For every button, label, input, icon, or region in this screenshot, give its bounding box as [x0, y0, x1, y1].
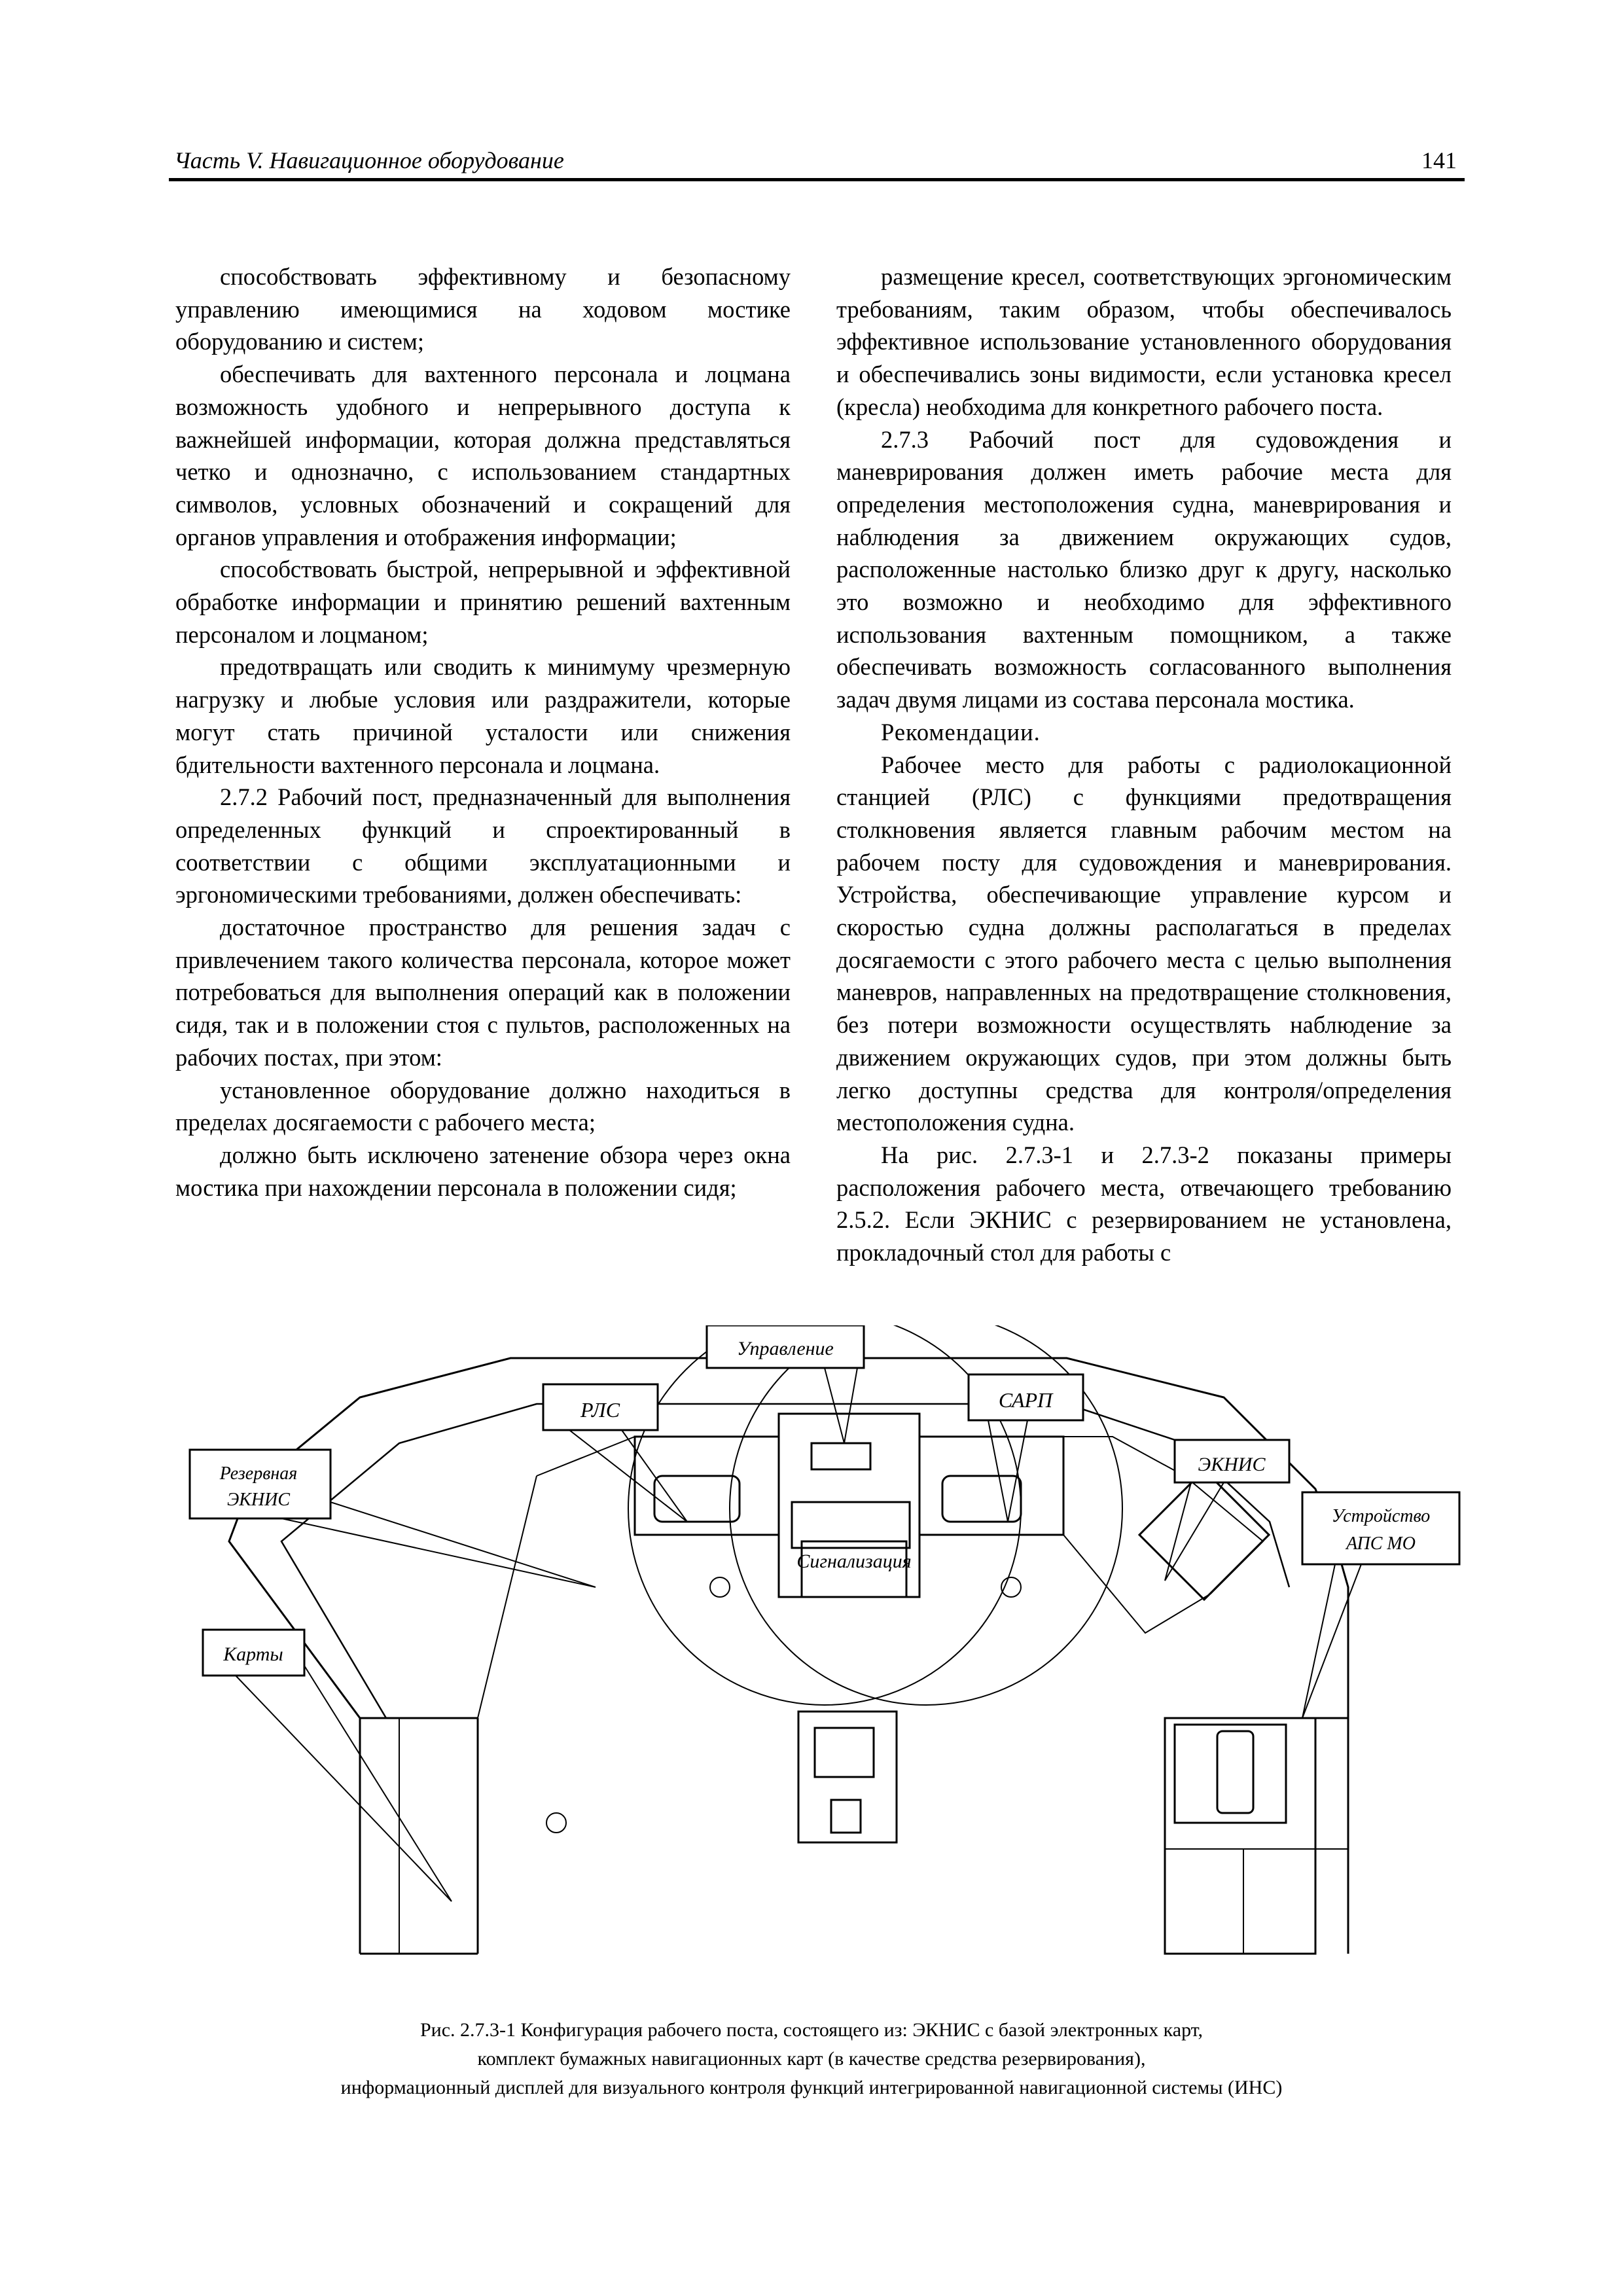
sarp-console	[919, 1437, 1063, 1535]
figure-caption	[196, 2016, 1427, 2102]
ecdis-console	[1139, 1470, 1269, 1600]
label-karty: Карты	[223, 1643, 283, 1665]
paragraph: установленное оборудование должно находиться в пределах досягаемости с рабочего места;	[175, 1076, 791, 1136]
reach-circle-left	[628, 1325, 1021, 1705]
paragraph: достаточное пространство для решения задач с привлечением такого количества персонала, которое может потребоваться для выполнения операций как в положении сидя, так и в положении стоя с пультов, расположенных на рабочих постах, при этом:	[175, 914, 791, 1071]
label-rls: РЛС	[580, 1398, 620, 1422]
rls-screen	[654, 1476, 740, 1522]
paragraph: 2.7.2 Рабочий пост, предназначенный для выполнения определенных функций и спроектированный в соответствии с общими эксплуатационными и эргономическими требованиями, должен обеспечивать:	[175, 783, 791, 908]
paragraph: 2.7.3 Рабочий пост для судовождения и маневрирования должен иметь рабочие места для определения местоположения судна, маневрирования и наблюдения за движением окружающих судов, расположенные настолько близко друг к другу, насколько это возможно и необходимо для эффективного использования вахтенным помощником, а также обеспечивать возможность согласованного выполнения задач двумя лицами из состава персонала мостика.	[836, 425, 1452, 713]
left-column	[175, 260, 791, 1204]
paragraph: На рис. 2.7.3-1 и 2.7.3-2 показаны примеры расположения рабочего места, отвечающего требованию 2.5.2. Если ЭКНИС с резервированием не установлена, прокладочный стол для работы с	[836, 1141, 1452, 1266]
label-signalizatsiya: Сигнализация	[796, 1551, 912, 1572]
caption-line-1: Рис. 2.7.3-1 Конфигурация рабочего поста, состоящего из: ЭКНИС с базой электронных карт,	[419, 2019, 1204, 2041]
label-sarp: САРП	[998, 1388, 1053, 1412]
right-column	[836, 260, 1452, 1269]
paragraph: предотвращать или сводить к минимуму чрезмерную нагрузку и любые условия или раздражители, которые могут стать причиной усталости или снижения бдительности вахтенного персонала и лоцмана.	[175, 653, 791, 778]
label-aps-1: Устройство	[1331, 1506, 1431, 1526]
steering-panel	[812, 1443, 870, 1469]
label-aps-2: АПС МО	[1346, 1534, 1416, 1554]
page-number: 141	[1421, 147, 1457, 173]
paragraph: размещение кресел, соответствующих эргономическим требованиям, таким образом, чтобы обеспечивалось эффективное использование установленного оборудования и обеспечивались зоны видимости, если установка кресел (кресла) необходима для конкретного рабочего поста.	[836, 263, 1452, 420]
header-rule	[169, 178, 1465, 181]
ins-display	[815, 1728, 874, 1777]
running-header	[169, 143, 1465, 182]
paragraph: Рабочее место для работы с радиолокационной станцией (РЛС) с функциями предотвращения столкновения является главным рабочим местом на рабочем посту для судовождения и маневрирования. Устройства, обеспечивающие управление курсом и скоростью судна должны располагаться в пределах досягаемости с этого рабочего места с целью выполнения маневров, направленных на предотвращение столкновения, без потери возможности осуществлять наблюдение за движением окружающих судов, при этом должны быть легко доступны средства для контроля/определения местоположения судна.	[836, 751, 1452, 1136]
header-title: Часть V. Навигационное оборудование	[174, 147, 564, 173]
aps-panel	[1175, 1725, 1286, 1823]
paragraph: обеспечивать для вахтенного персонала и лоцмана возможность удобного и непрерывного доступа к важнейшей информации, которая должна представляться четко и однозначно, с использованием стандартных символов, условных обозначений и сокращений для органов управления и отображения информации;	[175, 361, 791, 550]
recommendations-heading: Рекомендации.	[881, 718, 1041, 745]
label-upravlenie: Управление	[737, 1338, 834, 1359]
label-reserve-ecdis-2: ЭКНИС	[226, 1490, 291, 1510]
workstation-diagram	[164, 1325, 1472, 1980]
label-reserve-ecdis-1: Резервная	[219, 1463, 298, 1484]
caption-line-3: информационный дисплей для визуального контроля функций интегрированной навигационной системы (ИНС)	[340, 2077, 1283, 2098]
paragraph: способствовать эффективному и безопасному управлению имеющимися на ходовом мостике оборудованию и систем;	[175, 263, 791, 355]
paragraph: способствовать быстрой, непрерывной и эффективной обработке информации и принятию решений вахтенным персоналом и лоцманом;	[175, 556, 791, 648]
caption-line-2: комплект бумажных навигационных карт (в качестве средства резервирования),	[477, 2048, 1146, 2070]
label-ecdis: ЭКНИС	[1198, 1454, 1266, 1475]
workstation-figure	[164, 1325, 1472, 1980]
aps-cabinet	[1165, 1718, 1315, 1954]
paragraph: должно быть исключено затенение обзора через окна мостика при нахождении персонала в положении сидя;	[175, 1141, 791, 1201]
